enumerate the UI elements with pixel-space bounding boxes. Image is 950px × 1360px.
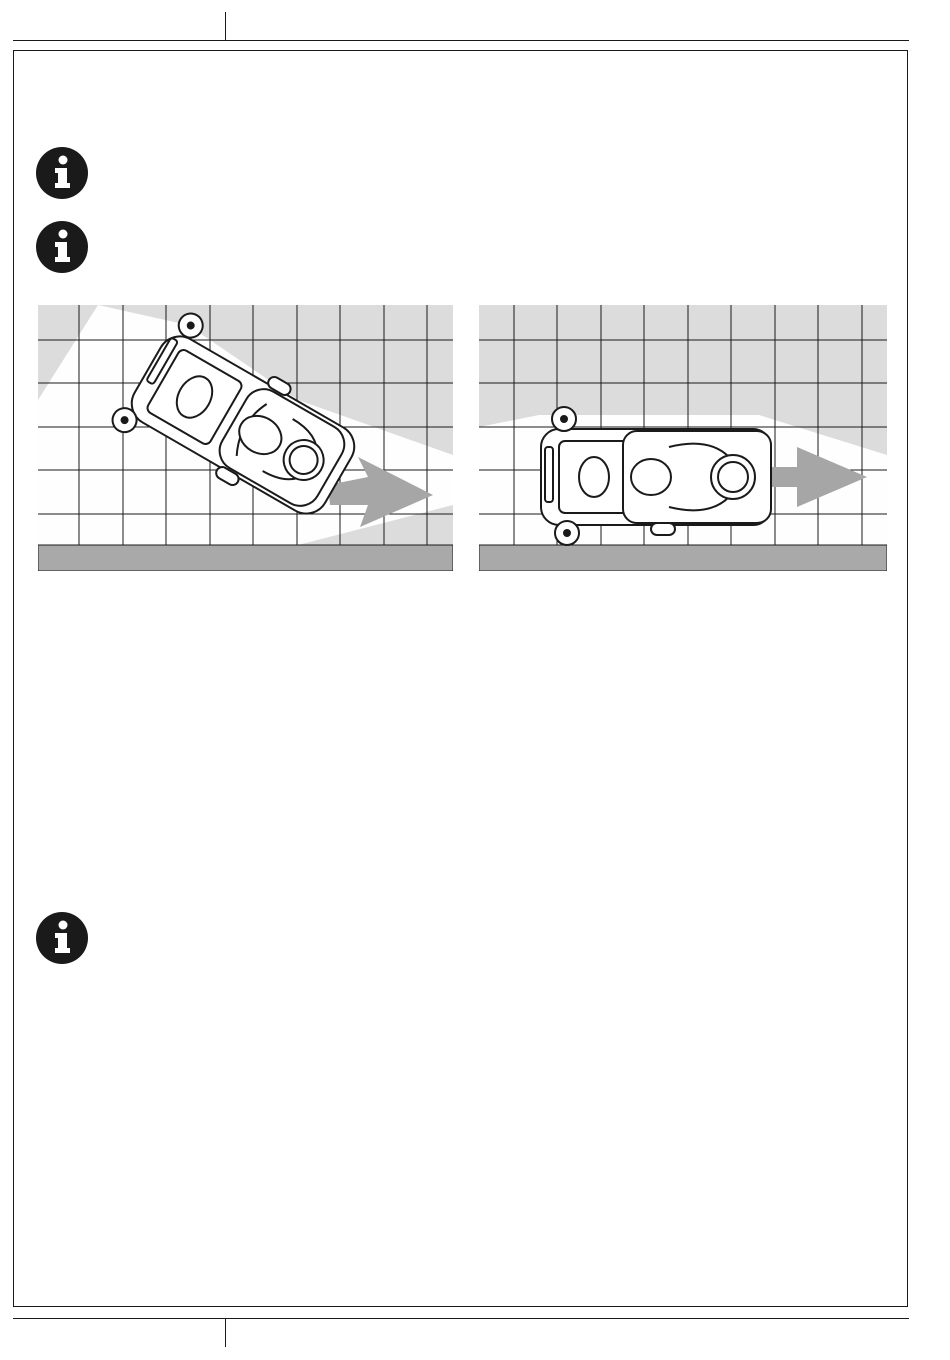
header-divider: [225, 12, 226, 41]
info-icon: [36, 221, 88, 273]
info-icon: [36, 147, 88, 199]
wall: [479, 545, 887, 571]
footer-top-rule: [13, 1318, 909, 1319]
info-icon: [36, 912, 88, 964]
illustration-angled: [38, 305, 453, 571]
header-top-rule: [13, 40, 909, 41]
illustration-parallel: [479, 305, 887, 571]
page-frame: [13, 50, 908, 1307]
wall: [38, 545, 453, 571]
footer-divider: [225, 1318, 226, 1347]
figure-machine-parallel: [479, 305, 887, 571]
figure-machine-angled: [38, 305, 453, 571]
